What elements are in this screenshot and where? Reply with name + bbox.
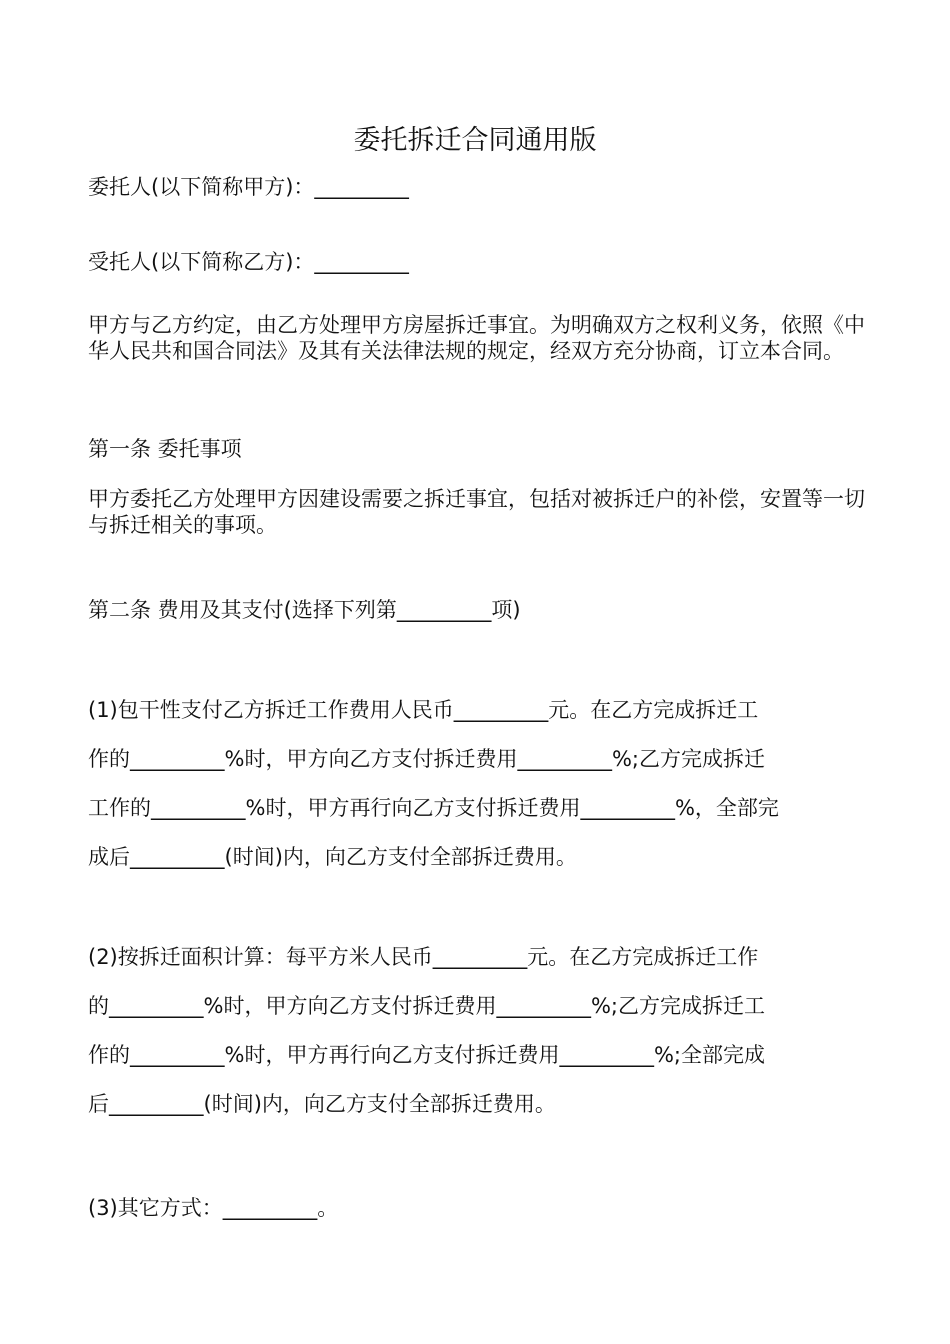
option-1-paragraph (88, 686, 878, 882)
option-2-line: (2)按拆迁面积计算：每平方米人民币_________元。在乙方完成拆迁工作 (88, 945, 759, 969)
option-1-line: 作的_________%时，甲方向乙方支付拆迁费用_________%;乙方完成拆迁 (88, 747, 765, 771)
party-b-line: 受托人(以下简称乙方)：_________ (88, 250, 409, 274)
option-3-line: (3)其它方式：_________。 (88, 1196, 339, 1220)
option-1-line: 工作的_________%时，甲方再行向乙方支付拆迁费用_________%，全部完 (88, 796, 779, 820)
option-2-line: 后_________(时间)内，向乙方支付全部拆迁费用。 (88, 1092, 556, 1116)
article-1-heading: 第一条 委托事项 (88, 437, 242, 461)
option-1-line: 成后_________(时间)内，向乙方支付全部拆迁费用。 (88, 845, 577, 869)
option-1-line: (1)包干性支付乙方拆迁工作费用人民币_________元。在乙方完成拆迁工 (88, 698, 759, 722)
option-2-paragraph (88, 933, 878, 1129)
article-2-heading: 第二条 费用及其支付(选择下列第_________项) (88, 598, 521, 622)
preamble-paragraph: 甲方与乙方约定，由乙方处理甲方房屋拆迁事宜。为明确双方之权利义务，依照《中华人民共和国合同法》及其有关法律法规的规定，经双方充分协商，订立本合同。 (88, 313, 865, 363)
option-2-line: 作的_________%时，甲方再行向乙方支付拆迁费用_________%;全部完成 (88, 1043, 765, 1067)
party-a-line: 委托人(以下简称甲方)：_________ (88, 175, 409, 199)
document-title: 委托拆迁合同通用版 (353, 125, 597, 156)
article-1-body: 甲方委托乙方处理甲方因建设需要之拆迁事宜，包括对被拆迁户的补偿，安置等一切与拆迁相关的事项。 (88, 487, 865, 537)
option-2-line: 的_________%时，甲方向乙方支付拆迁费用_________%;乙方完成拆迁工 (88, 994, 765, 1018)
